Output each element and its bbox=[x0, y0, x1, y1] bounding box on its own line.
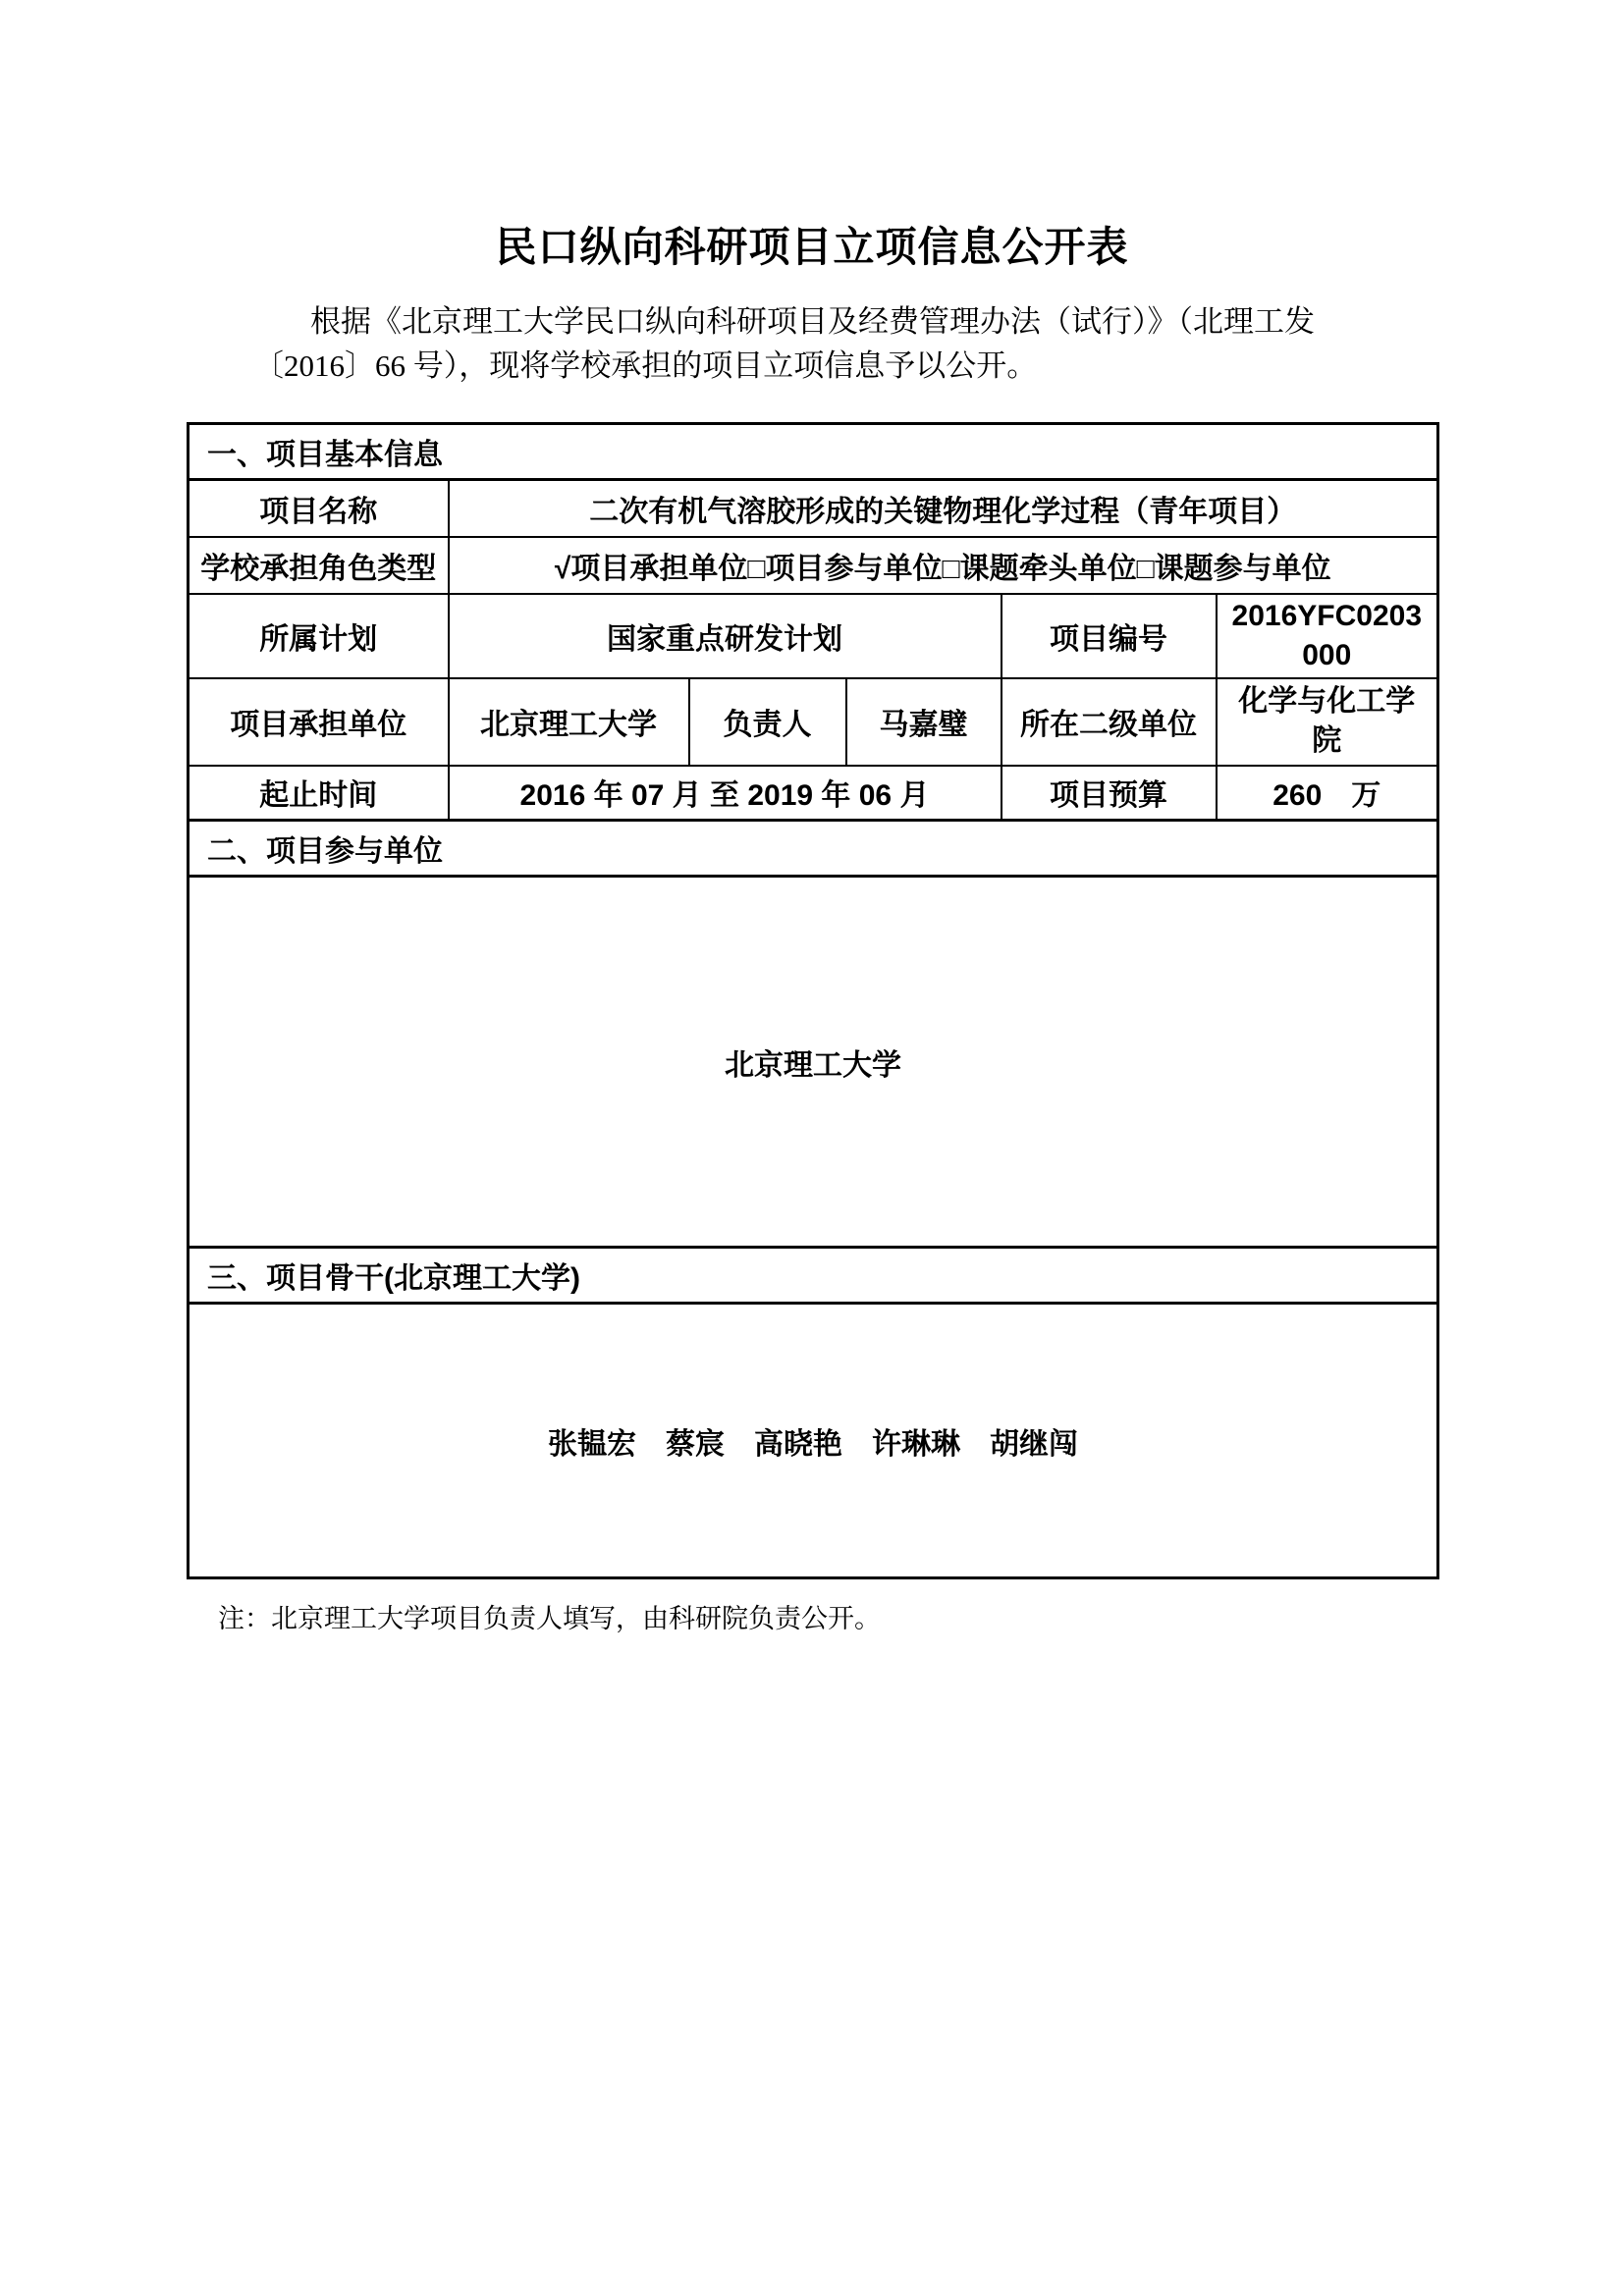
undertaking-unit-label: 项目承担单位 bbox=[189, 678, 449, 766]
participants-row bbox=[189, 877, 1438, 1248]
project-name-label: 项目名称 bbox=[189, 480, 449, 537]
project-info-table bbox=[187, 422, 1439, 1579]
section-2-header: 二、项目参与单位 bbox=[189, 821, 1438, 877]
duration-value: 2016 年 07 月 至 2019 年 06 月 bbox=[449, 766, 1001, 821]
project-name-value: 二次有机气溶胶形成的关键物理化学过程（青年项目） bbox=[449, 480, 1438, 537]
duration-label: 起止时间 bbox=[189, 766, 449, 821]
plan-value: 国家重点研发计划 bbox=[449, 594, 1001, 678]
leader-value: 马嘉璧 bbox=[846, 678, 1001, 766]
section-1-header: 一、项目基本信息 bbox=[189, 424, 1438, 480]
plan-label: 所属计划 bbox=[189, 594, 449, 678]
section-1-header-row bbox=[189, 424, 1438, 480]
leader-label: 负责人 bbox=[689, 678, 846, 766]
undertaking-unit-row bbox=[189, 678, 1438, 766]
section-2-header-row bbox=[189, 821, 1438, 877]
plan-row bbox=[189, 594, 1438, 678]
participants-value: 北京理工大学 bbox=[189, 877, 1438, 1248]
section-3-header: 三、项目骨干(北京理工大学) bbox=[189, 1248, 1438, 1304]
undertaking-unit-value: 北京理工大学 bbox=[449, 678, 689, 766]
project-no-value: 2016YFC0203000 bbox=[1217, 594, 1438, 678]
backbone-members-value: 张韫宏 蔡宸 高晓艳 许琳琳 胡继闯 bbox=[189, 1304, 1438, 1578]
role-type-row bbox=[189, 537, 1438, 594]
backbone-members-row bbox=[189, 1304, 1438, 1578]
role-type-value: √项目承担单位□项目参与单位□课题牵头单位□课题参与单位 bbox=[449, 537, 1438, 594]
footer-note: 注：北京理工大学项目负责人填写，由科研院负责公开。 bbox=[218, 1604, 881, 1633]
intro-paragraph: 根据《北京理工大学民口纵向科研项目及经费管理办法（试行）》（北理工发〔2016〕66 号），现将学校承担的项目立项信息予以公开。 bbox=[253, 304, 1315, 383]
budget-label: 项目预算 bbox=[1001, 766, 1217, 821]
duration-row bbox=[189, 766, 1438, 821]
project-name-row bbox=[189, 480, 1438, 537]
secondary-unit-value: 化学与化工学院 bbox=[1217, 678, 1438, 766]
secondary-unit-label: 所在二级单位 bbox=[1001, 678, 1217, 766]
role-type-label: 学校承担角色类型 bbox=[189, 537, 449, 594]
document-title: 民口纵向科研项目立项信息公开表 bbox=[495, 224, 1129, 270]
budget-value: 260 万 bbox=[1217, 766, 1438, 821]
project-no-label: 项目编号 bbox=[1001, 594, 1217, 678]
section-3-header-row bbox=[189, 1248, 1438, 1304]
